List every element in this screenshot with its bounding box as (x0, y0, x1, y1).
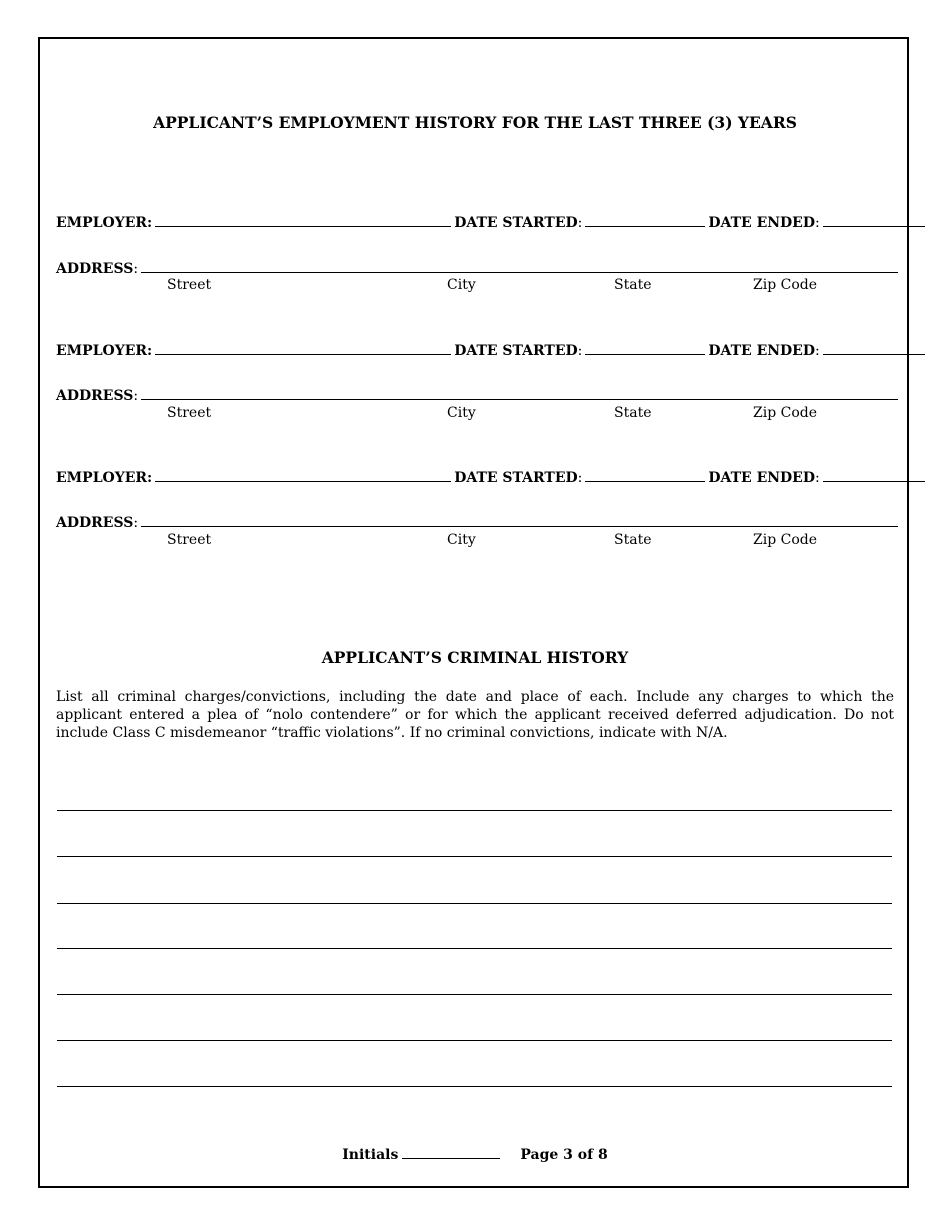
address-label: ADDRESS (56, 515, 134, 531)
zip-sublabel: Zip Code (753, 405, 818, 421)
initials-label: Initials (342, 1147, 399, 1163)
address-label: ADDRESS (56, 261, 134, 277)
date-ended-field-1[interactable] (823, 212, 925, 227)
employer-row-1: EMPLOYER: DATE STARTED: DATE ENDED: (56, 212, 928, 232)
employer-label: EMPLOYER: (56, 215, 153, 231)
zip-sublabel: Zip Code (753, 277, 818, 293)
criminal-history-line-3[interactable] (57, 903, 892, 904)
city-sublabel: City (447, 277, 476, 293)
employer-row-2: EMPLOYER: DATE STARTED: DATE ENDED: (56, 340, 928, 360)
address-field-3[interactable] (141, 512, 898, 527)
state-sublabel: State (614, 405, 652, 421)
address-field-1[interactable] (141, 258, 898, 273)
date-started-label: DATE STARTED (454, 470, 578, 486)
date-ended-label: DATE ENDED (708, 470, 815, 486)
date-started-label: DATE STARTED (454, 343, 578, 359)
city-sublabel: City (447, 532, 476, 548)
criminal-history-line-1[interactable] (57, 810, 892, 811)
city-sublabel: City (447, 405, 476, 421)
address-row-3: ADDRESS: (56, 512, 901, 532)
street-sublabel: Street (167, 532, 212, 548)
date-ended-label: DATE ENDED (708, 343, 815, 359)
street-sublabel: Street (167, 405, 212, 421)
date-ended-label: DATE ENDED (708, 215, 815, 231)
page-number: Page 3 of 8 (520, 1147, 608, 1163)
address-row-2: ADDRESS: (56, 385, 901, 405)
employer-row-3: EMPLOYER: DATE STARTED: DATE ENDED: (56, 467, 928, 487)
address-label: ADDRESS (56, 388, 134, 404)
employer-label: EMPLOYER: (56, 343, 153, 359)
state-sublabel: State (614, 532, 652, 548)
date-ended-field-3[interactable] (823, 467, 925, 482)
date-started-label: DATE STARTED (454, 215, 578, 231)
zip-sublabel: Zip Code (753, 532, 818, 548)
criminal-history-line-7[interactable] (57, 1086, 892, 1087)
criminal-history-line-4[interactable] (57, 948, 892, 949)
criminal-history-line-5[interactable] (57, 994, 892, 995)
criminal-history-heading: APPLICANT’S CRIMINAL HISTORY (321, 648, 629, 667)
criminal-history-instructions: List all criminal charges/convictions, including the date and place of each. Include any charges to which the applicant entered a plea of “nolo contendere” or for which the applicant received deferred adjudication. Do not include Class C misdemeanor “traffic violations”. If no criminal convictions, indicate with N/A. (56, 689, 894, 741)
address-row-1: ADDRESS: (56, 258, 901, 278)
employer-field-1[interactable] (155, 212, 451, 227)
address-field-2[interactable] (141, 385, 898, 400)
criminal-history-line-2[interactable] (57, 856, 892, 857)
employer-field-3[interactable] (155, 467, 451, 482)
date-started-field-3[interactable] (585, 467, 705, 482)
street-sublabel: Street (167, 277, 212, 293)
page-footer (0, 1144, 950, 1163)
employer-label: EMPLOYER: (56, 470, 153, 486)
page-border (38, 37, 909, 1188)
employment-heading: APPLICANT’S EMPLOYMENT HISTORY FOR THE LAST THREE (3) YEARS (153, 113, 797, 132)
employer-field-2[interactable] (155, 340, 451, 355)
date-started-field-2[interactable] (585, 340, 705, 355)
state-sublabel: State (614, 277, 652, 293)
initials-field[interactable] (402, 1144, 500, 1159)
date-ended-field-2[interactable] (823, 340, 925, 355)
date-started-field-1[interactable] (585, 212, 705, 227)
criminal-history-line-6[interactable] (57, 1040, 892, 1041)
